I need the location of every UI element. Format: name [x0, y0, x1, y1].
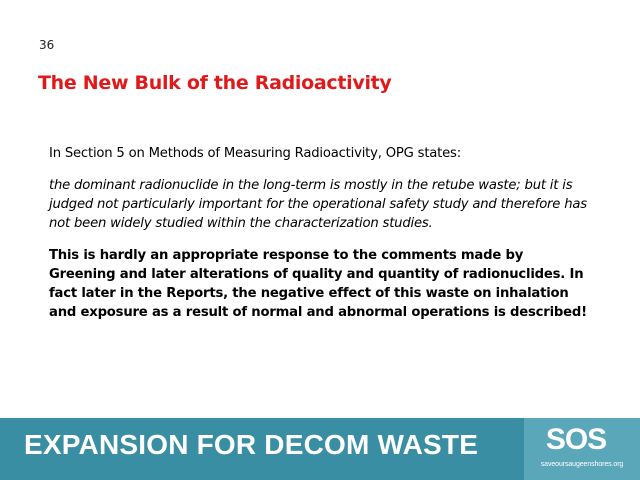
slide-number: 36: [39, 38, 55, 52]
slide-title: The New Bulk of the Radioactivity: [38, 72, 392, 94]
comment-paragraph: This is hardly an appropriate response to the comments made by Greening and later alterations of quality and quantity of radionuclides. In fact later in the Reports, the negative effect of this waste on inhalation and exposure as a result of normal and abnormal operations is described!: [49, 248, 587, 320]
slide-body: [49, 144, 589, 322]
footer-title: EXPANSION FOR DECOM WASTE: [24, 429, 479, 460]
sos-logo-url: saveoursaugeenshores.org: [540, 461, 624, 468]
quote-paragraph: the dominant radionuclide in the long-term is mostly in the retube waste; but it is judged not particularly important for the operational safety study and therefore has not been widely studied within the characterization studies.: [49, 178, 587, 231]
footer-banner: [0, 418, 640, 480]
sos-logo-mark: SOS: [545, 423, 607, 456]
intro-paragraph: In Section 5 on Methods of Measuring Radioactivity, OPG states:: [49, 146, 461, 161]
sos-logo: [524, 418, 640, 480]
